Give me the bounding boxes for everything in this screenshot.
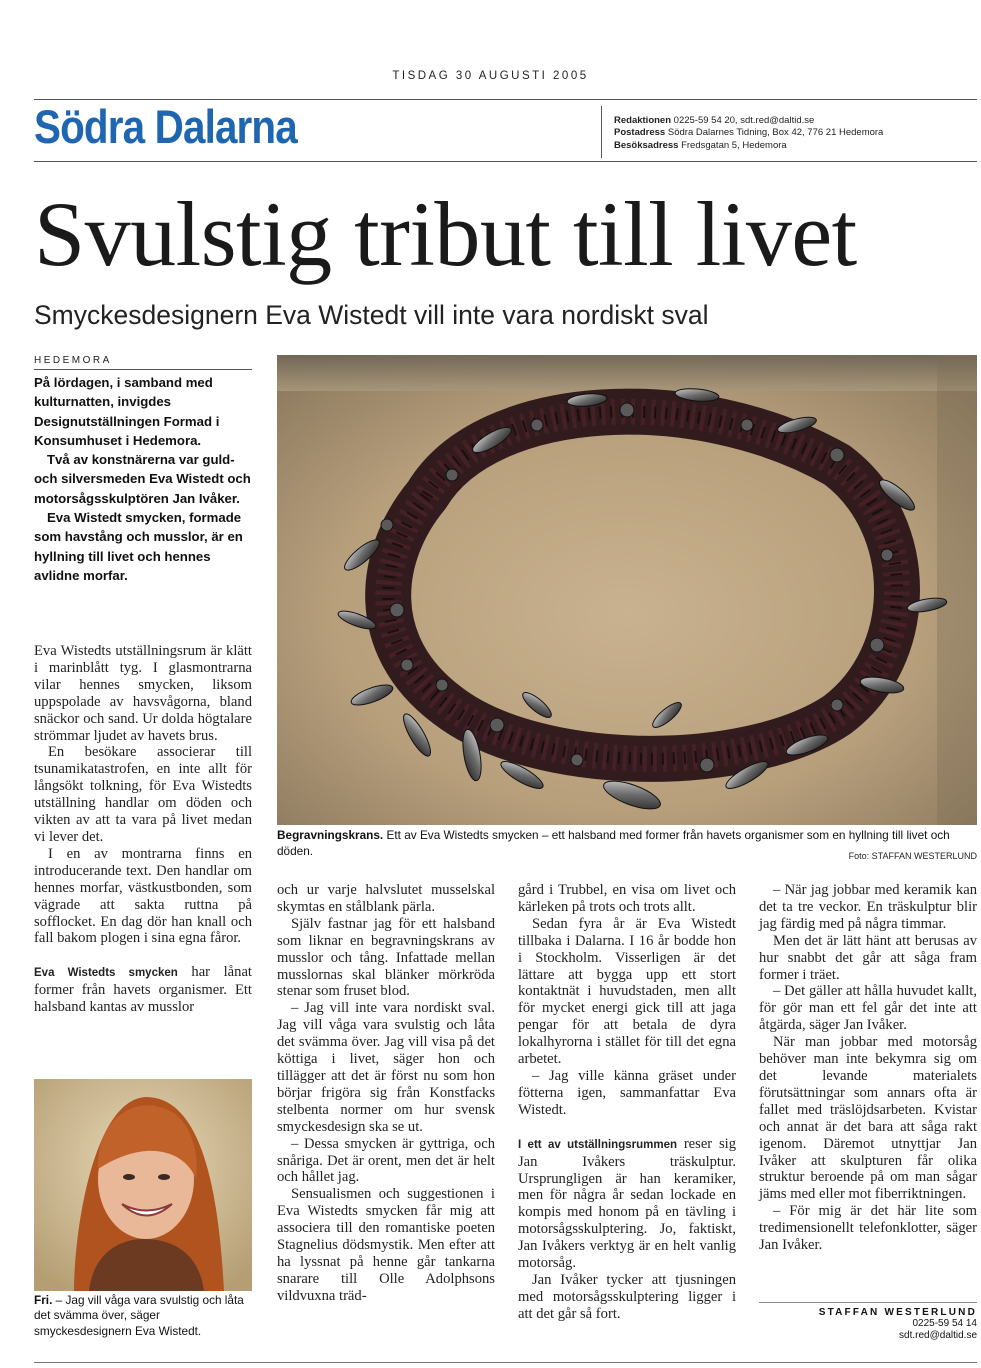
dateline-rule — [34, 369, 252, 370]
portrait-caption-lead: Fri. — [34, 1293, 53, 1307]
ingress-paragraph: På lördagen, i samband med kulturnatten, invigdes Designutställningen Formad i Konsumhuset i Hedemora. — [34, 375, 220, 448]
contact-besoksadress-label: Besöksadress — [614, 140, 679, 151]
photo-caption-text: Ett av Eva Wistedts smycken – ett halsband med former från havets organismer som en hyllning till livet och döden. — [277, 828, 950, 858]
necklace-illustration — [277, 355, 977, 825]
portrait-caption-text: – Jag vill våga vara svulstig och låta det svämma över, säger smyckesdesignern Eva Wistedt. — [34, 1293, 244, 1338]
byline-email: sdt.red@daltid.se — [899, 1329, 977, 1341]
contact-besoksadress — [614, 141, 787, 151]
body-text: reser sig Jan Ivåkers träskulptur. Ursprungligen är han keramiker, men för några år sedan lockade en kompis med honom på en tävling i motorsågsskulptering. Jo, faktiskt, Jan Ivåkers verktyg är en helt vanlig motorsåg. — [518, 1135, 736, 1272]
contact-redaktionen-value: 0225-59 54 20, sdt.red@daltid.se — [673, 115, 815, 126]
publication-date: TISDAG 30 AUGUSTI 2005 — [392, 70, 589, 82]
body-paragraph: Sensualismen och suggestionen i Eva Wistedts smycken får mig att associera till den romantiske poeten Stagnelius dödsmystik. Men efter att ha lyssnat på henne går tankarna snarare till Olle Adolphsons vildvuxna träd- — [277, 1186, 495, 1304]
body-paragraph: – Jag vill inte vara nordiskt sval. Jag vill våga vara svulstig och låta det svämma över. Jag vill visa på det köttiga i livet, säger hon och tillägger att det är först nu som hon börjar frigöra sig från Konstfacks stelbenta normer om hur svensk smyckesdesign ska se ut. — [277, 1000, 495, 1135]
portrait-caption — [34, 1293, 256, 1339]
subhead-lead: I ett av utställningsrummen — [518, 1138, 677, 1151]
masthead-rule-bottom — [34, 161, 977, 162]
body-paragraph: – Jag ville känna gräset under fötterna igen, sammanfattar Eva Wistedt. — [518, 1067, 736, 1118]
ingress-paragraph: Eva Wistedt smycken, formade som havstång och musslor, är en hyllning till livet och hennes avlidne morfar. — [34, 510, 243, 583]
ingress — [34, 373, 256, 585]
byline — [759, 1307, 977, 1341]
body-paragraph: När man jobbar med motorsåg behöver man inte bekymra sig om det levande materialets förutsättningar som annars ofta är fallet med träslöjdsarbeten. Kvistar och annat är det bara att såga rakt igenom. Däremot utnyttjar Jan Ivåker att skulpturen får olika struktur beroende på om man sågar jäms med eller mot fiberriktningen. — [759, 1034, 977, 1203]
body-paragraph: Sedan fyra år är Eva Wistedt tillbaka i Dalarna. I 16 år bodde hon i Stockholm. Visserligen är det lättare att bygga upp ett stort kontaktnät i huvudstaden, men allt för mycket energi gick till att jaga pengar för att betala de dyra lokalhyrorna i stället för till det egna arbetet. — [518, 915, 736, 1068]
body-paragraph: gård i Trubbel, en visa om livet och kärleken på trots och trots allt. — [518, 882, 736, 915]
body-paragraph: – För mig är det här lite som tredimensionellt telefonklotter, säger Jan Ivåker. — [759, 1203, 977, 1254]
body-column-1 — [34, 643, 252, 1016]
contact-redaktionen-label: Redaktionen — [614, 115, 672, 126]
page-bottom-rule — [34, 1362, 977, 1363]
photo-caption-lead: Begravningskrans. — [277, 828, 384, 842]
body-paragraph — [518, 1136, 736, 1272]
body-paragraph: Eva Wistedts utställningsrum är klätt i marinblått tyg. I glasmontrarna vilar hennes smycken, liksom uppspolade av havsvågorna, bland snäckor och sand. Ur dolda högtalare strömmar ljudet av havets brus. — [34, 643, 252, 744]
body-paragraph: En besökare associerar till tsunamikatastrofen, en inte allt för långsökt tolkning, för Eva Wistedts utställning handlar om döden och vikten av att ta vara på livet medan vi lever det. — [34, 744, 252, 845]
body-paragraph: och ur varje halvslutet musselskal skymtas en stålblank pärla. — [277, 882, 495, 915]
contact-redaktionen — [614, 116, 814, 126]
photo-credit: Foto: STAFFAN WESTERLUND — [848, 851, 977, 861]
ingress-paragraph: Två av konstnärerna var guld- och silversmeden Eva Wistedt och motorsågsskulptören Jan Ivåker. — [34, 452, 251, 506]
dateline: HEDEMORA — [34, 355, 112, 366]
portrait-photo — [34, 1079, 252, 1291]
body-column-3 — [518, 882, 736, 1323]
section-title: Södra Dalarna — [34, 100, 297, 153]
body-paragraph — [34, 964, 252, 1016]
body-text: har lånat former från havets organismer. Ett halsband kantas av musslor — [34, 964, 252, 1016]
body-paragraph: Men det är lätt hänt att berusas av hur snabbt det går att såga fram former i träet. — [759, 932, 977, 983]
headline: Svulstig tribut till livet — [34, 183, 857, 285]
byline-rule — [759, 1302, 977, 1303]
necklace-photo — [277, 355, 977, 825]
paragraph-gap — [34, 947, 252, 964]
contact-postadress — [614, 128, 883, 138]
body-column-4 — [759, 882, 977, 1254]
body-paragraph: – När jag jobbar med keramik kan det ta tre veckor. En träskulptur blir jag färdig med på några timmar. — [759, 882, 977, 932]
body-paragraph: – Det gäller att hålla huvudet kallt, för gör man ett fel går det inte att åtgärda, säger Jan Ivåker. — [759, 983, 977, 1034]
body-column-2 — [277, 882, 495, 1305]
body-paragraph: I en av montrarna finns en introducerande text. Den handlar om hennes morfar, västkustbonden, som vägrade att sakta ruttna på sofflocket. En dag dör han knall och fall bakom plogen i sina egna fåror. — [34, 845, 252, 947]
contact-postadress-label: Postadress — [614, 127, 666, 138]
subheadline: Smyckesdesignern Eva Wistedt vill inte vara nordiskt sval — [34, 300, 709, 330]
contact-besoksadress-value: Fredsgatan 5, Hedemora — [681, 140, 787, 151]
contact-postadress-value: Södra Dalarnes Tidning, Box 42, 776 21 Hedemora — [667, 127, 884, 138]
paragraph-gap — [518, 1119, 736, 1136]
byline-phone: 0225-59 54 14 — [912, 1318, 977, 1329]
body-paragraph: Jan Ivåker tycker att tjusningen med motorsågsskulptering ligger i att det går så fort. — [518, 1271, 736, 1322]
byline-name: STAFFAN WESTERLUND — [818, 1307, 977, 1318]
body-paragraph: Själv fastnar jag för ett halsband som liknar en begravningskrans av musslor och tång. Infattade mellan musslornas skal blänker mörkröda stenar som fruset blod. — [277, 915, 495, 1000]
masthead-divider — [601, 106, 602, 158]
portrait-illustration — [34, 1079, 252, 1291]
body-paragraph: – Dessa smycken är gyttriga, och snåriga. Det är orent, men det är helt och hållet jag. — [277, 1135, 495, 1186]
subhead-lead: Eva Wistedts smycken — [34, 967, 178, 980]
